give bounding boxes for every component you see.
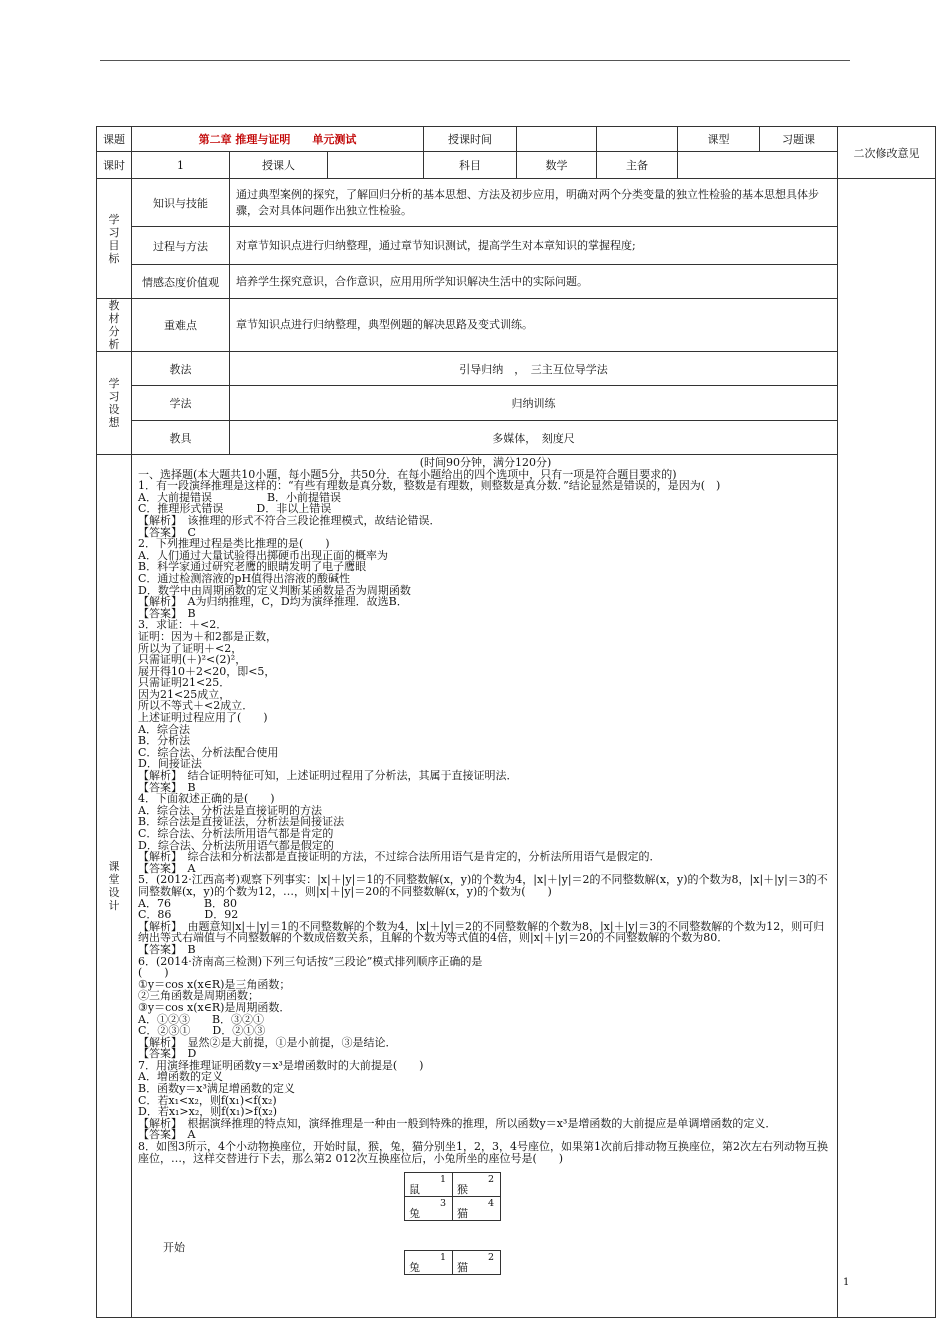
question-line: 7．用演绎推理证明函数y＝x³是增函数时的大前提是( ) bbox=[138, 1058, 424, 1072]
question-line: C．86 D．92 bbox=[138, 908, 239, 922]
question-line: 8．如图3所示，4个小动物换座位，开始时鼠，猴，兔，猫分别坐1，2，3，4号座位，如果第1次前后排动物互换座位，第2次左右列动物互换座位，…，这样交替进行下去，那么第2 012次互换座位后，小兔所坐的座位号是( ) bbox=[138, 1140, 828, 1165]
question-line: D．数学中由周期函数的定义判断某函数是否为周期函数 bbox=[138, 583, 411, 597]
design-label: 教具 bbox=[132, 421, 230, 455]
question-line: B．综合法是直接证法，分析法是间接证法 bbox=[138, 815, 345, 829]
kexing-value: 习题课 bbox=[760, 127, 838, 152]
question-line: 5．(2012·江西高考)观察下列事实：|x|＋|y|＝1的不同整数解(x，y)的个数为4，|x|＋|y|＝2的不同整数解(x，y)的个数为8，|x|＋|y|＝3的不同整数解(x，y)的个数为12，…，则|x|＋|y|＝20的不同整数解(x，y)的个数为( ) bbox=[138, 873, 828, 898]
seat-cell: 3 兔 bbox=[405, 1197, 453, 1221]
kemu-label: 科目 bbox=[424, 152, 517, 179]
goal-text: 培养学生探究意识，合作意识，应用用所学知识解决生活中的实际问题。 bbox=[230, 265, 838, 299]
goal-label: 情感态度价值观 bbox=[132, 265, 230, 299]
question-line: 【答案】 A bbox=[138, 1128, 196, 1142]
question-line: 4．下面叙述正确的是( ) bbox=[138, 792, 275, 806]
question-line: 只需证明(＋)²<(2)²， bbox=[138, 653, 247, 667]
empty-cell bbox=[597, 127, 678, 152]
goals-section-label: 学习目标 bbox=[97, 179, 132, 299]
question-line: 一、选择题(本大题共10小题，每小题5分，共50分．在每小题给出的四个选项中，只有一项是符合题目要求的) bbox=[138, 467, 677, 481]
question-lines bbox=[138, 469, 833, 1165]
page-number: 1 bbox=[843, 1277, 850, 1288]
question-line: C．综合法、分析法所用语气都是肯定的 bbox=[138, 827, 334, 840]
goal-label: 知识与技能 bbox=[132, 179, 230, 227]
goal-label: 过程与方法 bbox=[132, 227, 230, 265]
question-line: 【解析】 A为归纳推理，C，D均为演绎推理．故选B． bbox=[138, 595, 408, 609]
question-line: 6．(2014·济南高三检测)下列三句话按“三段论”模式排列顺序正确的是 bbox=[138, 954, 483, 968]
shoukeshijian-value bbox=[517, 127, 597, 152]
question-line: 2．下列推理过程是类比推理的是( ) bbox=[138, 537, 330, 551]
seat-cell: 2 猴 bbox=[453, 1173, 501, 1197]
question-line: 【答案】 C bbox=[138, 525, 196, 539]
question-line: A．综合法 bbox=[138, 722, 190, 736]
kemu-value: 数学 bbox=[517, 152, 597, 179]
keshi-value: 1 bbox=[132, 152, 230, 179]
question-line: C．通过检测溶液的pH值得出溶液的酸碱性 bbox=[138, 571, 351, 585]
question-line: A．综合法、分析法是直接证明的方法 bbox=[138, 803, 322, 817]
question-line: 因为21<25成立， bbox=[138, 687, 231, 701]
goal-text: 通过典型案例的探究，了解回归分析的基本思想、方法及初步应用，明确对两个分类变量的独立性检验的基本思想具体步骤，会对具体问题作出独立性检验。 bbox=[230, 179, 838, 227]
question-line: 【解析】 综合法和分析法都是直接证明的方法，不过综合法所用语气是肯定的，分析法所用语气是假定的． bbox=[138, 850, 661, 864]
revision-label: 二次修改意见 bbox=[838, 127, 936, 179]
question-line: 【答案】 A bbox=[138, 861, 196, 875]
goal-text: 对章节知识点进行归纳整理，通过章节知识测试，提高学生对本章知识的掌握程度; bbox=[230, 227, 838, 265]
classroom-content bbox=[132, 455, 838, 1318]
shoukeren-label: 授课人 bbox=[230, 152, 328, 179]
question-line: 所以为了证明＋<2， bbox=[138, 641, 243, 655]
question-line: A．人们通过大量试验得出掷硬币出现正面的概率为 bbox=[138, 548, 388, 562]
question-line: 【解析】 根据演绎推理的特点知，演绎推理是一种由一般到特殊的推理，所以函数y＝x³是增函数的大前提应是单调增函数的定义． bbox=[138, 1116, 777, 1130]
question-line: 【答案】 D bbox=[138, 1047, 197, 1061]
question-line: D．综合法、分析法所用语气都是假定的 bbox=[138, 838, 334, 852]
question-line: 【解析】 该推理的形式不符合三段论推理模式，故结论错误． bbox=[138, 513, 441, 527]
seat-cell: 4 猫 bbox=[453, 1197, 501, 1221]
question-line: A．大前提错误 B．小前提错误 bbox=[138, 490, 342, 504]
material-section-label: 教材分析 bbox=[97, 299, 132, 352]
seat-cell: 1 兔 bbox=[405, 1251, 453, 1275]
zhubei-label: 主备 bbox=[597, 152, 678, 179]
question-line: ( ) bbox=[138, 966, 169, 980]
lesson-plan-table bbox=[96, 126, 936, 1318]
seat-cell: 1 鼠 bbox=[405, 1173, 453, 1197]
seat-cell: 2 猫 bbox=[453, 1251, 501, 1275]
question-line: A．增函数的定义 bbox=[138, 1070, 223, 1084]
kexing-label: 课型 bbox=[678, 127, 760, 152]
question-line: A．76 B．80 bbox=[138, 896, 238, 910]
question-line: C．②③① D．②①③ bbox=[138, 1024, 266, 1038]
question-line: 证明：因为＋和2都是正数， bbox=[138, 629, 277, 643]
design-text: 引导归纳 ， 三主互位导学法 bbox=[230, 352, 838, 386]
question-line: B．分析法 bbox=[138, 734, 191, 748]
start-label: 开始 bbox=[163, 1241, 185, 1255]
question-line: 【解析】 显然②是大前提，①是小前提，③是结论． bbox=[138, 1035, 397, 1049]
question-line: 展开得10＋2<20，即<5， bbox=[138, 664, 276, 678]
header-rule bbox=[100, 60, 850, 61]
question-line: C．若x₁<x₂，则f(x₁)<f(x₂) bbox=[138, 1093, 277, 1107]
lesson-title: 第二章 推理与证明 单元测试 bbox=[132, 127, 424, 152]
design-text: 多媒体， 刻度尺 bbox=[230, 421, 838, 455]
question-line: 【解析】 由题意知|x|＋|y|＝1的不同整数解的个数为4，|x|＋|y|＝2的不同整数解的个数为8，|x|＋|y|＝3的不同整数解的个数为12，则可归纳出等式右端值与不同整数解的个数成倍数关系，且解的个数为等式值的4倍，则|x|＋|y|＝20的不同整数解的个数为80． bbox=[138, 919, 825, 945]
design-label: 教法 bbox=[132, 352, 230, 386]
material-text: 章节知识点进行归纳整理，典型例题的解决思路及变式训练。 bbox=[230, 299, 838, 352]
question-line: 【答案】 B bbox=[138, 942, 196, 956]
question-line: ②三角函数是周期函数； bbox=[138, 989, 259, 1003]
question-line: 【答案】 B bbox=[138, 780, 196, 794]
seat-grid-start bbox=[404, 1172, 501, 1221]
keshi-label: 课时 bbox=[97, 152, 132, 179]
seat-figure bbox=[138, 1164, 833, 1276]
zhubei-value bbox=[678, 152, 838, 179]
question-line: 只需证明21<25． bbox=[138, 676, 231, 690]
question-line: 所以不等式＋<2成立． bbox=[138, 699, 254, 713]
question-line: C．推理形式错误 D．非以上错误 bbox=[138, 502, 332, 516]
question-line: B．科学家通过研究老鹰的眼睛发明了电子鹰眼 bbox=[138, 560, 367, 574]
question-line: 1．有一段演绎推理是这样的：“有些有理数是真分数，整数是有理数，则整数是真分数．”结论显然是错误的，是因为( ) bbox=[138, 479, 721, 493]
question-line: 【答案】 B bbox=[138, 606, 196, 620]
question-line: D．间接证法 bbox=[138, 757, 202, 771]
design-text: 归纳训练 bbox=[230, 386, 838, 421]
question-line: 【解析】 结合证明特征可知，上述证明过程用了分析法，其属于直接证明法． bbox=[138, 769, 518, 783]
question-line: 上述证明过程应用了( ) bbox=[138, 711, 268, 725]
seat-grid-first-swap bbox=[404, 1250, 501, 1275]
design-section-label: 学习设想 bbox=[97, 352, 132, 455]
question-line: A．①②③ B．③②① bbox=[138, 1012, 265, 1026]
time-note: (时间90分钟，满分120分) bbox=[419, 456, 552, 469]
shoukeren-value bbox=[328, 152, 424, 179]
shoukeshijian-label: 授课时间 bbox=[424, 127, 517, 152]
question-line: 3．求证：＋<2． bbox=[138, 618, 228, 632]
design-label: 学法 bbox=[132, 386, 230, 421]
revision-column bbox=[838, 179, 936, 1318]
question-line: ③y＝cos x(x∈R)是周期函数． bbox=[138, 1000, 291, 1014]
question-line: ①y＝cos x(x∈R)是三角函数； bbox=[138, 977, 291, 991]
question-line: B．函数y＝x³满足增函数的定义 bbox=[138, 1082, 295, 1096]
question-line: D．若x₁>x₂，则f(x₁)>f(x₂) bbox=[138, 1105, 278, 1119]
question-line: C．综合法、分析法配合使用 bbox=[138, 745, 279, 759]
classroom-section-label: 课堂设计 bbox=[97, 455, 132, 1318]
keti-label: 课题 bbox=[97, 127, 132, 152]
material-label: 重难点 bbox=[132, 299, 230, 352]
